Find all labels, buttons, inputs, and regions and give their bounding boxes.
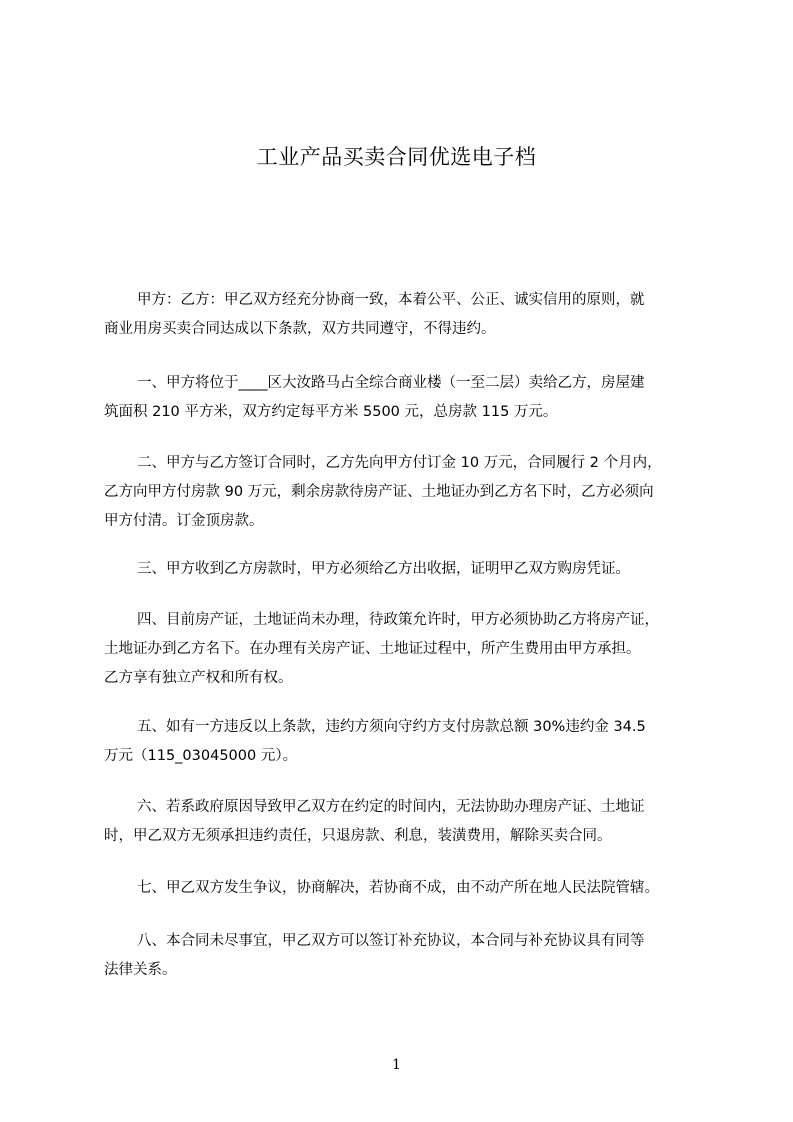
paragraph-line: 四、目前房产证，土地证尚未办理，待政策允许时，甲方必须协助乙方将房产证， [137,612,659,628]
paragraph-line: 法律关系。 [104,962,177,978]
paragraph-line: 时，甲乙双方无须承担违约责任，只退房款、利息，装潢费用，解除买卖合同。 [104,828,612,844]
paragraph-line: 六、若系政府原因导致甲乙双方在约定的时间内，无法协助办理房产证、土地证 [137,799,645,815]
paragraph-line: 乙方享有独立产权和所有权。 [104,670,293,686]
paragraph-line: 五、如有一方违反以上条款，违约方须向守约方支付房款总额 30%违约金 34.5 [137,719,646,735]
paragraph-line: 万元（115_03045000 元）。 [104,748,298,764]
paragraph-clause-8 [104,927,704,985]
paragraph-clause-1 [104,369,704,427]
paragraph-line: 一、甲方将位于____区大汝路马占全综合商业楼（一至二层）卖给乙方，房屋建 [137,375,645,391]
paragraph-clause-3 [104,555,704,584]
paragraph-line: 甲方：乙方：甲乙双方经充分协商一致，本着公平、公正、诚实信用的原则，就 [137,292,645,308]
paragraph-clause-5 [104,713,704,771]
paragraph-line: 商业用房买卖合同达成以下条款，双方共同遵守，不得违约。 [104,321,496,337]
paragraph-clause-4 [104,606,704,693]
paragraph-line: 甲方付清。订金顶房款。 [104,513,264,529]
paragraph-preamble [104,286,704,344]
paragraph-clause-2 [104,449,704,536]
paragraph-line: 三、甲方收到乙方房款时，甲方必须给乙方出收据，证明甲乙双方购房凭证。 [137,561,630,577]
paragraph-clause-7 [104,874,704,903]
document-title: 工业产品买卖合同优选电子档 [256,145,537,169]
paragraph-line: 七、甲乙双方发生争议，协商解决，若协商不成，由不动产所在地人民法院管辖。 [137,880,659,896]
paragraph-clause-6 [104,793,704,851]
paragraph-line: 土地证办到乙方名下。在办理有关房产证、土地证过程中，所产生费用由甲方承担。 [104,641,641,657]
page-number: 1 [392,1057,401,1073]
paragraph-line: 二、甲方与乙方签订合同时，乙方先向甲方付订金 10 万元，合同履行 2 个月内， [137,455,662,471]
paragraph-line: 筑面积 210 平方米，双方约定每平方米 5500 元，总房款 115 万元。 [104,404,558,420]
paragraph-line: 八、本合同未尽事宜，甲乙双方可以签订补充协议，本合同与补充协议具有同等 [137,933,645,949]
paragraph-line: 乙方向甲方付房款 90 万元，剩余房款待房产证、土地证办到乙方名下时，乙方必须向 [104,484,654,500]
